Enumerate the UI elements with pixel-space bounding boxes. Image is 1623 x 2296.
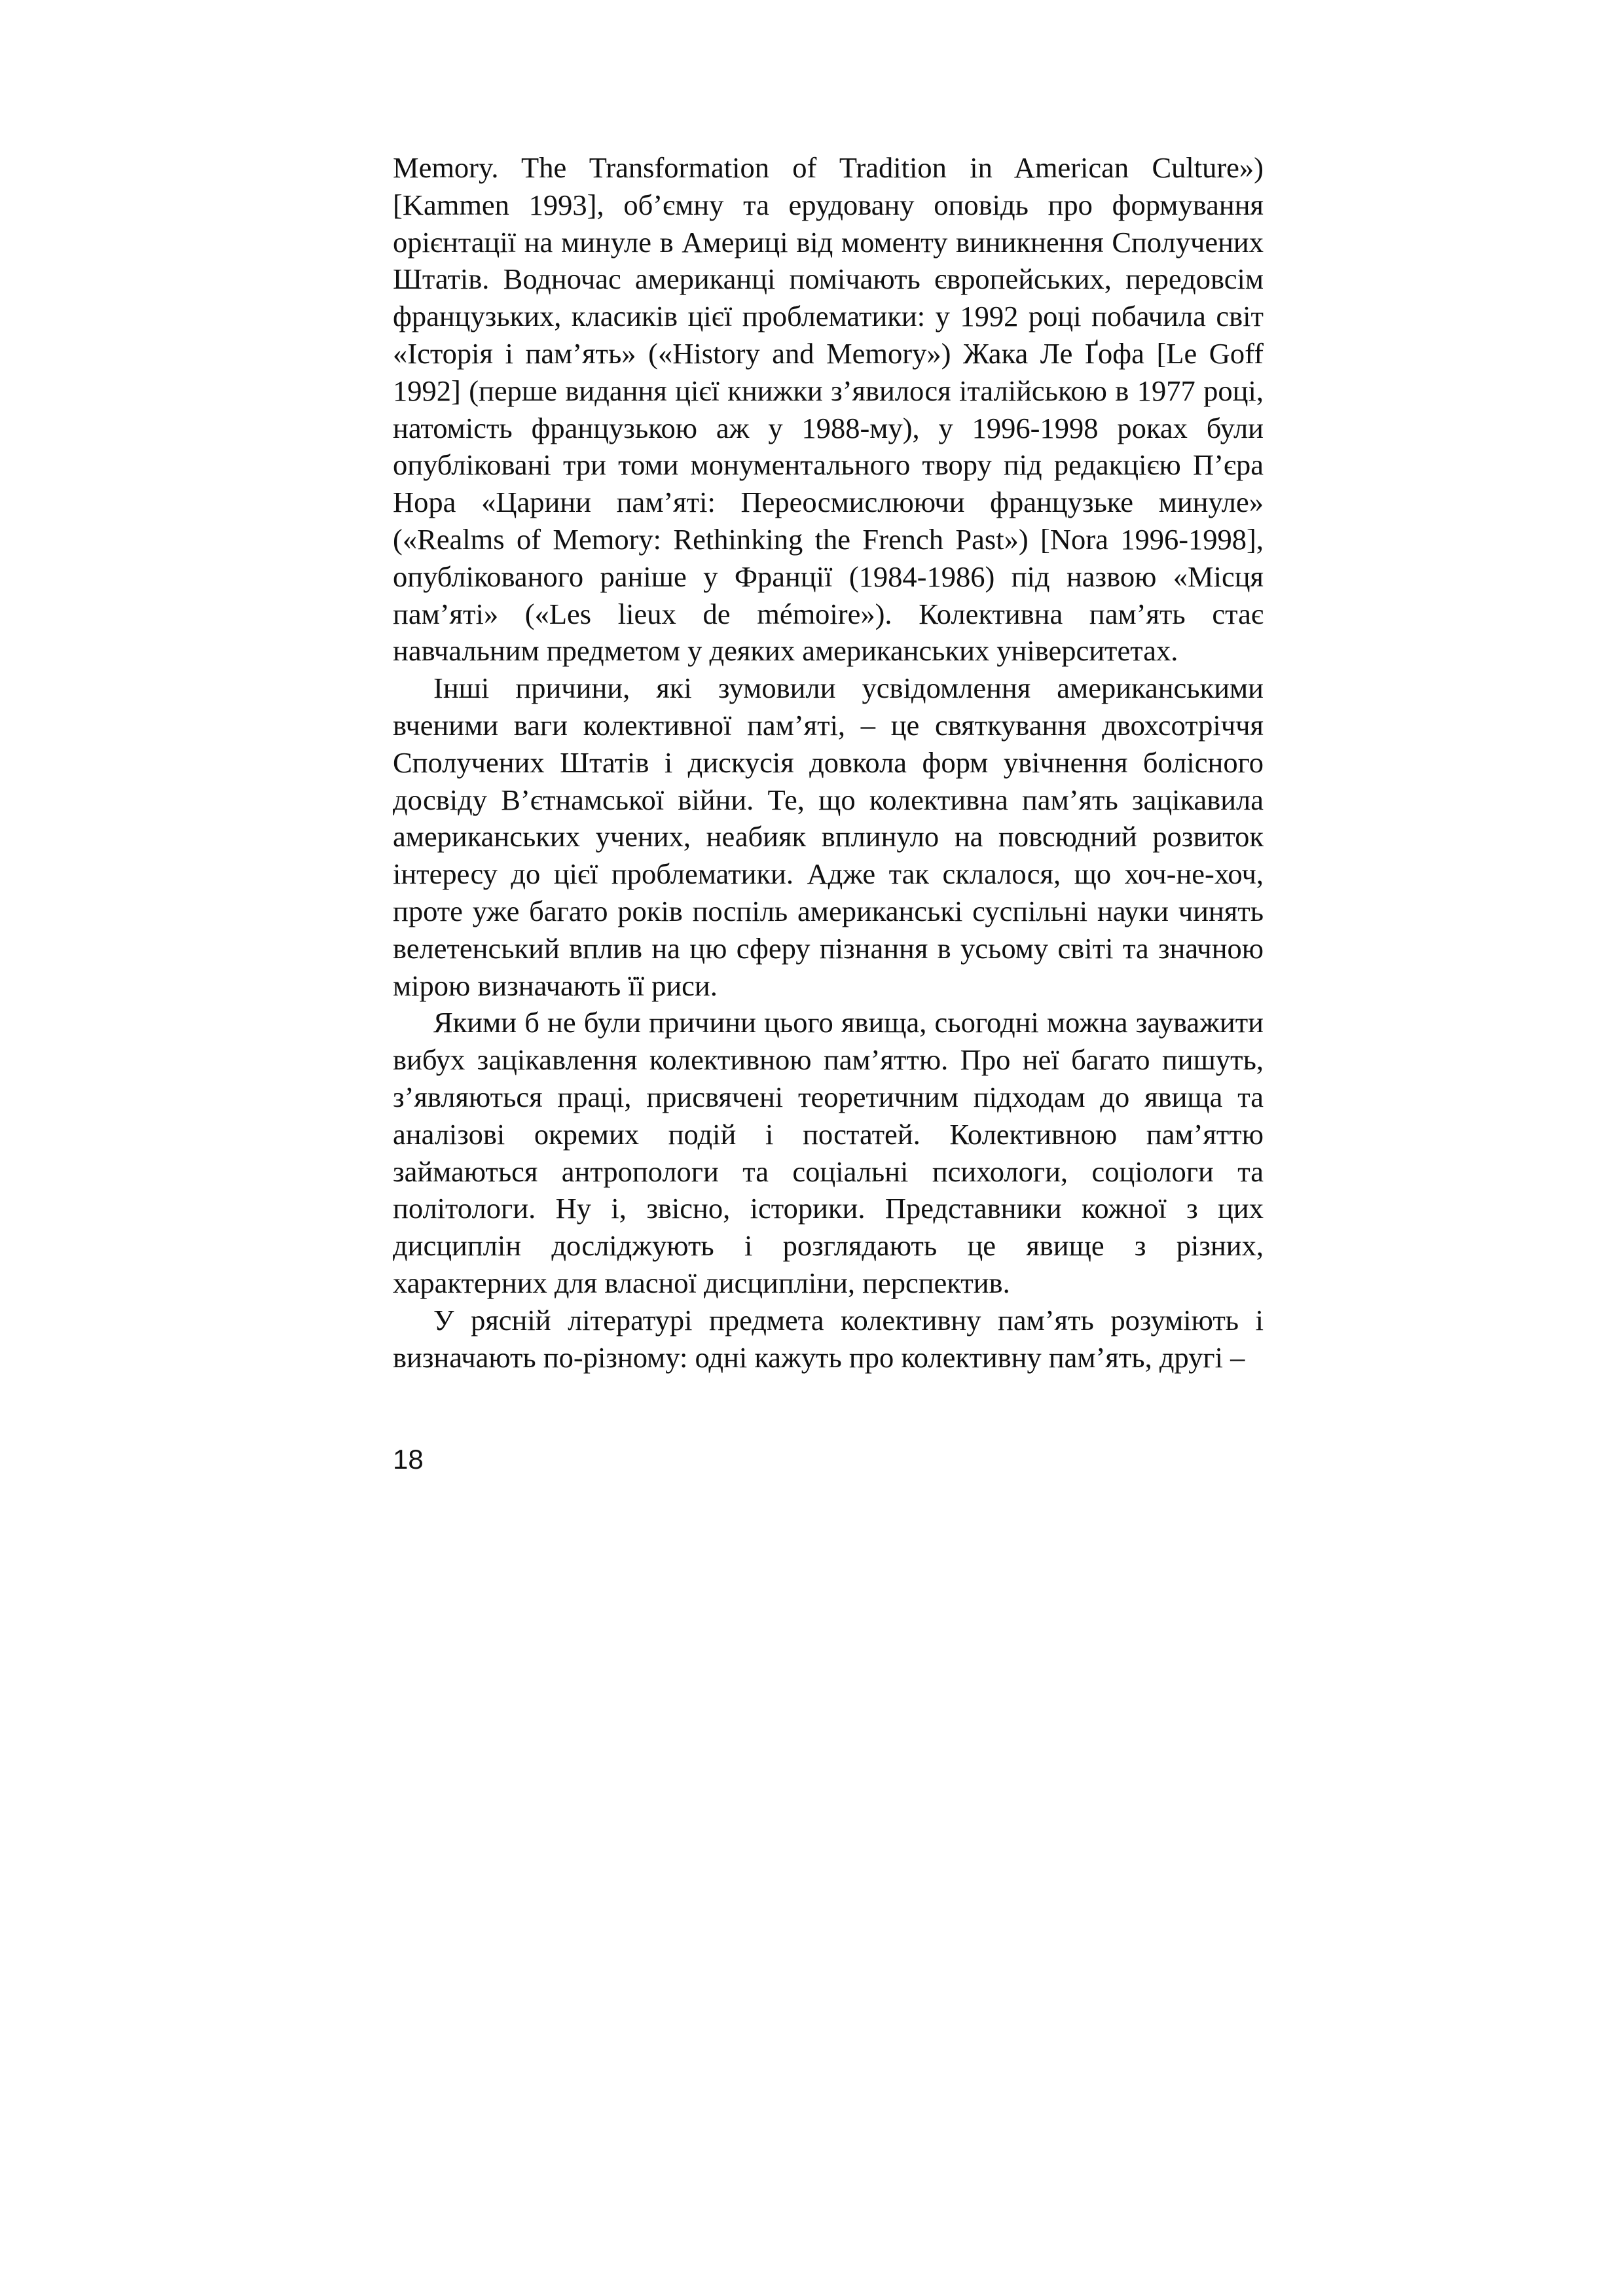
paragraph-4: У рясній літературі предмета колективну пам’ять розуміють і визначають по-різному: одні кажуть про колективну пам’ять, другі – [393,1303,1264,1374]
paragraph-2: Інші причини, які зумовили усвідомлення американськими вченими ваги колективної пам’яті, – це святкування двохсотріччя Сполучених Штатів і дискусія довкола форм увічнення болісного досвіду В’єтнамської війни. Те, що колективна пам’ять зацікавила американських учених, неабияк вплинуло на повсюдний розвиток інтересу до цієї проблематики. Адже так склалося, що хоч-не-хоч, проте уже багато років поспіль американські суспільні науки чинять велетенський вплив на цю сферу пізнання в усьому світі та значною мірою визначають її риси. [393,672,1264,1002]
paragraph-1: Memory. The Transformation of Tradition in American Culture») [Kammen 1993], об’ємну та ерудовану оповідь про формування орієнтації на минуле в Америці від моменту виникнення Сполучених Штатів. Водночас американці помічають європейських, передовсім французьких, класиків цієї проблематики: у 1992 році побачила світ «Історія і пам’ять» («History and Memory») Жака Ле Ґофа [Le Goff 1992] (перше видання цієї книжки з’явилося італійською в 1977 році, натомість французькою аж у 1988-му), у 1996-1998 роках були опубліковані три томи монументального твору під редакцією П’єра Нора «Царини пам’яті: Переосмислюючи французьке минуле» («Realms of Memory: Rethinking the French Past») [Nora 1996-1998], опублікованого раніше у Франції (1984-1986) під назвою «Місця пам’яті» («Les lieux de mémoire»). Колективна пам’ять стає навчальним предметом у деяких американських університетах. [393,151,1264,668]
paragraph-3: Якими б не були причини цього явища, сьогодні можна зауважити вибух зацікавлення колективною пам’яттю. Про неї багато пишуть, з’являються праці, присвячені теоретичним підходам до явища та аналізові окремих подій і постатей. Колективною пам’яттю займаються антропологи та соціальні психологи, соціологи та політологи. Ну і, звісно, історики. Представники кожної з цих дисциплін досліджують і розглядають це явище з різних, характерних для власної дисципліни, перспектив. [393,1006,1264,1299]
page-number: 18 [393,1444,424,1475]
body-text [393,149,1264,1376]
